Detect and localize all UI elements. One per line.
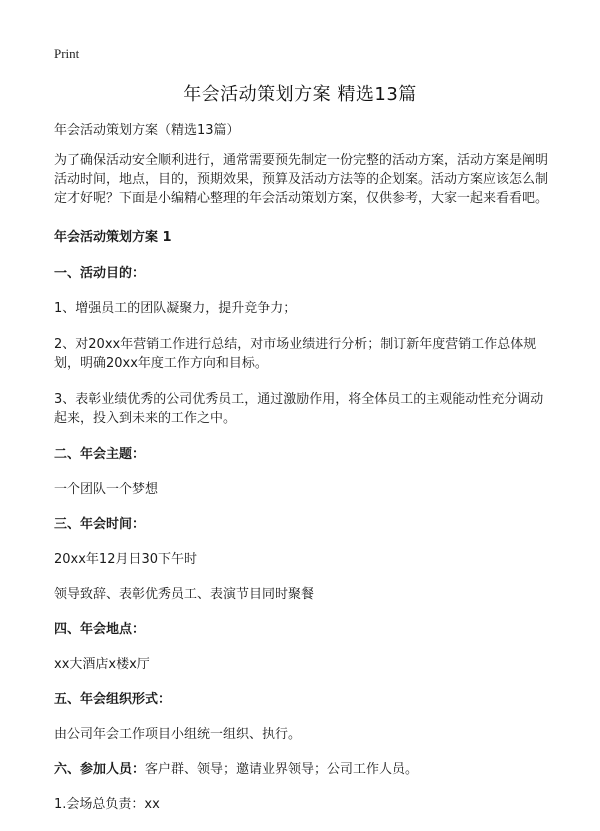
theme-text: 一个团队一个梦想 [54,482,159,497]
intro-paragraph: 为了确保活动安全顺利进行，通常需要预先制定一份完整的活动方案，活动方案是阐明活动时间，地点，目的，预期效果，预算及活动方法等的企划案。活动方案应该怎么制定才好呢？下面是小编精心整理的年会活动策划方案，仅供参考，大家一起来看看吧。 [54,153,549,206]
time-heading: 三、年会时间： [54,517,146,532]
participants-text: 客户群、领导；邀请业界领导；公司工作人员。 [145,762,419,777]
location-heading: 四、年会地点： [54,622,146,637]
document-subtitle: 年会活动策划方案（精选13篇） [54,123,240,138]
document-body [54,121,554,831]
section-heading: 年会活动策划方案 1 [54,230,172,245]
organization-heading: 五、年会组织形式： [54,692,172,707]
purpose-item: 2、对20xx年营销工作进行总结，对市场业绩进行分析；制订新年度营销工作总体规划，明确20xx年度工作方向和目标。 [54,337,537,371]
purpose-heading: 一、活动目的： [54,266,146,281]
theme-heading: 二、年会主题： [54,447,146,462]
print-link[interactable]: Print [54,46,80,61]
organization-text: 由公司年会工作项目小组统一组织、执行。 [54,727,302,742]
purpose-item: 3、表彰业绩优秀的公司优秀员工，通过激励作用，将全体员工的主观能动性充分调动起来，投入到未来的工作之中。 [54,392,544,426]
page-title: 年会活动策划方案 精选13篇 [183,84,417,105]
location-text: xx大酒店x楼x厅 [54,657,150,672]
participants-line [54,760,554,779]
participants-heading: 六、参加人员： [54,762,146,777]
time-text: 20xx年12月日30下午时 [54,552,198,567]
schedule-text: 领导致辞、表彰优秀员工、表演节目同时聚餐 [54,587,315,602]
manager-line: 1.会场总负责：xx [54,797,160,812]
purpose-item: 1、增强员工的团队凝聚力，提升竞争力； [54,301,297,316]
